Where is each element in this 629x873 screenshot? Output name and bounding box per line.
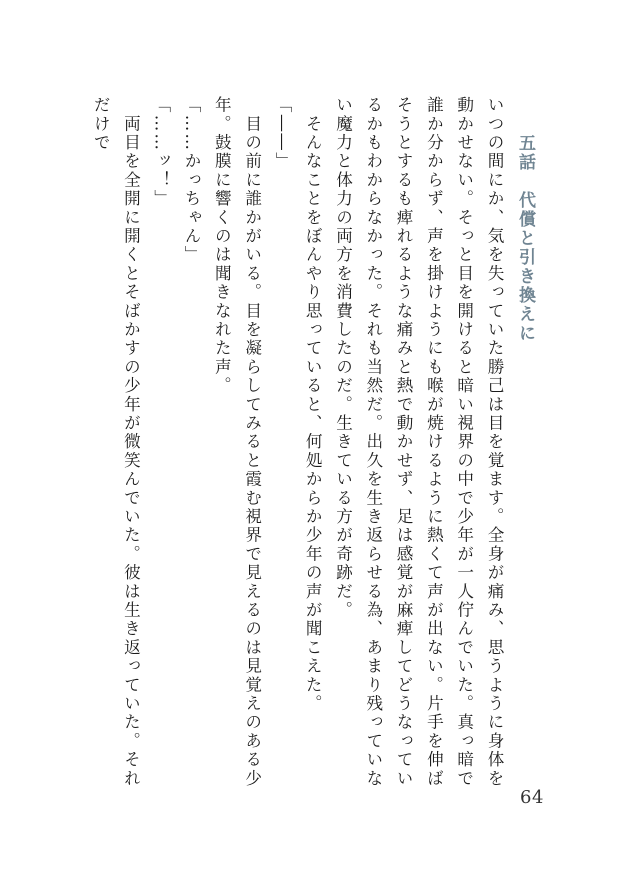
paragraph: 目の前に誰かがいる。目を凝らしてみると霞む視界で見えるのは見覚えのある少年。鼓膜に響くのは聞きなれた声。 (212, 96, 262, 788)
paragraph: 「――」 (272, 96, 292, 171)
paragraph: 「……かっちゃん」 (182, 96, 202, 265)
paragraph: 「……ッ！」 (151, 96, 171, 209)
paragraph: いつの間にか、気を失っていた勝己は目を覚ます。全身が痛み、思うように身体を動かせない。そっと目を開けると暗い視界の中で少年が一人佇んでいた。真っ暗で誰か分からず、声を掛けようにも喉が焼けるように熱くて声が出ない。片手を伸ばそうとするも痺れるような痛みと熱で動かせず、足は感覚が麻痺してどうなっているかもわからなかった。それも当然だ。出久を生き返らせる為、あまり残っていない魔力と体力の両方を消費したのだ。生きている方が奇跡だ。 (333, 96, 504, 788)
paragraph: そんなことをぼんやり思っていると、何処からか少年の声が聞こえた。 (303, 96, 323, 714)
paragraph: 両目を全開に開くとそばかすの少年が微笑んでいた。彼は生き返っていた。それだけで (91, 96, 141, 788)
body-text (85, 96, 509, 796)
chapter-title: 五話 代償と引き換えに (515, 134, 535, 343)
page-number: 64 (520, 787, 544, 808)
